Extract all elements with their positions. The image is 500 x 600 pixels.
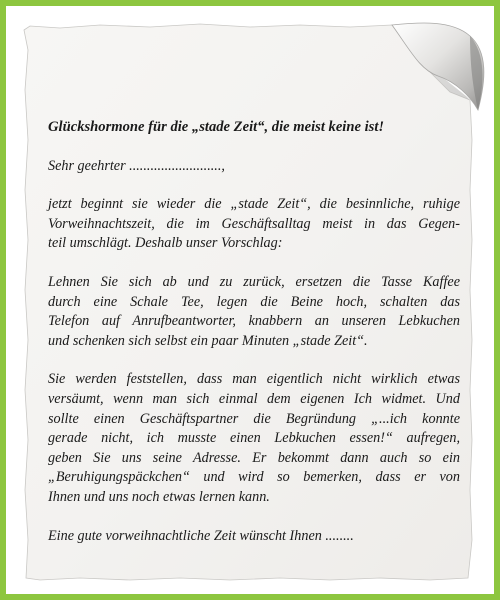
text-line: Vorweihnachtszeit, die im Geschäftsalltag meist in das Gegen- xyxy=(48,215,460,232)
text-line: durch eine Schale Tee, legen die Beine hoch, schalten das xyxy=(48,293,460,310)
salutation: Sehr geehrter .........................., xyxy=(48,157,225,174)
text-line: Sie werden feststellen, dass man eigentlich nicht wirklich etwas xyxy=(48,371,460,388)
paragraph-suggestion xyxy=(48,273,460,351)
text-line: teil umschlägt. Deshalb unser Vorschlag: xyxy=(48,235,283,252)
text-line: Ihnen und uns noch etwas lernen kann. xyxy=(48,488,270,505)
text-line: und schenken sich selbst ein paar Minuten „stade Zeit“. xyxy=(48,332,368,349)
closing-line: Eine gute vorweihnachtliche Zeit wünscht Ihnen ........ xyxy=(48,527,354,544)
text-line: sollte einen Geschäftspartner die Begründung „...ich konnte xyxy=(48,410,460,427)
paragraph-explanation xyxy=(48,370,460,507)
letter-heading: Glückshormone für die „stade Zeit“, die meist keine ist! xyxy=(48,119,385,135)
text-line: versäumt, wenn man sich einmal dem eigenen Ich widmet. Und xyxy=(48,390,460,407)
letter-body xyxy=(48,118,460,565)
text-line: Lehnen Sie sich ab und zu zurück, ersetzen die Tasse Kaffee xyxy=(48,273,460,290)
text-line: geben Sie uns seine Adresse. Er bekommt dann auch so ein xyxy=(48,449,460,466)
text-line: gerade nicht, ich musste einen Lebkuchen essen!“ aufregen, xyxy=(48,430,460,447)
paragraph-intro xyxy=(48,195,460,254)
text-line: jetzt beginnt sie wieder die „stade Zeit“, die besinnliche, ruhige xyxy=(48,196,460,213)
text-line: Telefon auf Anrufbeantworter, knabbern an unseren Lebkuchen xyxy=(48,313,460,330)
text-line: „Beruhigungspäckchen“ und wird so bemerken, dass er von xyxy=(48,469,460,486)
